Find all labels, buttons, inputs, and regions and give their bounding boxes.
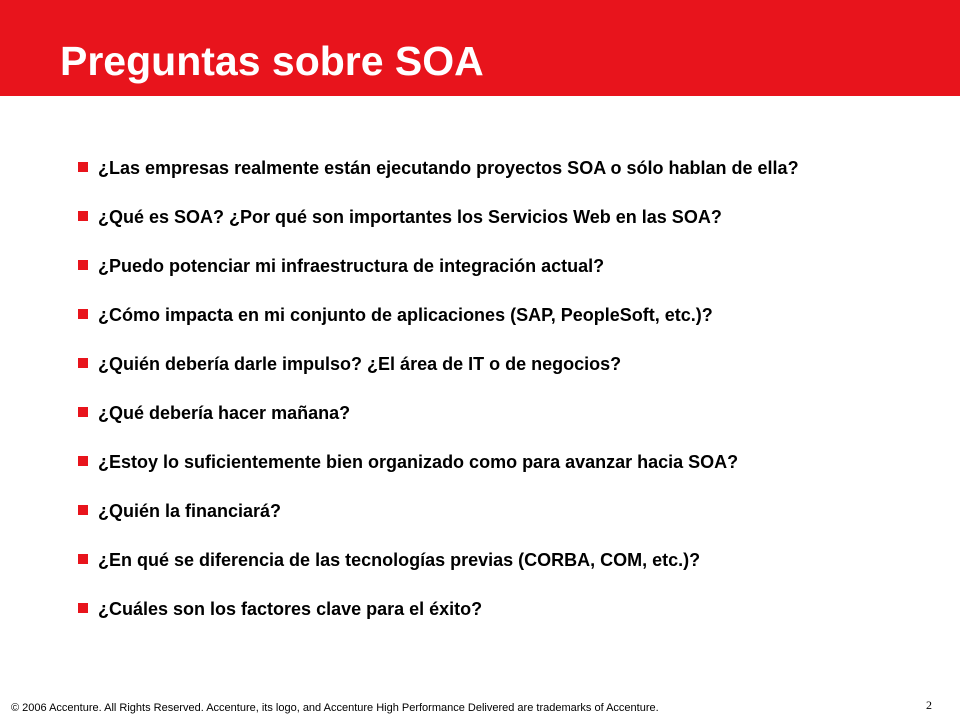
red-square-bullet-icon — [78, 162, 88, 172]
red-square-bullet-icon — [78, 407, 88, 417]
red-square-bullet-icon — [78, 358, 88, 368]
question-text: ¿Quién debería darle impulso? ¿El área de IT o de negocios? — [98, 354, 622, 374]
red-square-bullet-icon — [78, 456, 88, 466]
copyright-footer: © 2006 Accenture. All Rights Reserved. Accenture, its logo, and Accenture High Performance Delivered are trademarks of Accenture. — [11, 702, 659, 714]
list-item — [78, 438, 799, 487]
question-text: ¿Qué es SOA? ¿Por qué son importantes los Servicios Web en las SOA? — [98, 207, 722, 227]
question-text: ¿En qué se diferencia de las tecnologías previas (CORBA, COM, etc.)? — [98, 550, 701, 570]
question-text: ¿Las empresas realmente están ejecutando proyectos SOA o sólo hablan de ella? — [98, 158, 799, 178]
slide-title: Preguntas sobre SOA — [60, 38, 484, 84]
question-text: ¿Quién la financiará? — [98, 501, 282, 521]
question-text: ¿Qué debería hacer mañana? — [98, 403, 351, 423]
list-item — [78, 340, 799, 389]
list-item — [78, 291, 799, 340]
list-item — [78, 536, 799, 585]
red-square-bullet-icon — [78, 505, 88, 515]
list-item — [78, 585, 799, 634]
question-text: ¿Estoy lo suficientemente bien organizado como para avanzar hacia SOA? — [98, 452, 739, 472]
question-list — [78, 144, 799, 634]
list-item — [78, 487, 799, 536]
question-text: ¿Puedo potenciar mi infraestructura de integración actual? — [98, 256, 605, 276]
red-square-bullet-icon — [78, 554, 88, 564]
red-square-bullet-icon — [78, 309, 88, 319]
question-text: ¿Cuáles son los factores clave para el éxito? — [98, 599, 483, 619]
red-square-bullet-icon — [78, 260, 88, 270]
list-item — [78, 242, 799, 291]
list-item — [78, 389, 799, 438]
page-number: 2 — [926, 698, 932, 712]
question-text: ¿Cómo impacta en mi conjunto de aplicaciones (SAP, PeopleSoft, etc.)? — [98, 305, 713, 325]
red-square-bullet-icon — [78, 211, 88, 221]
list-item — [78, 193, 799, 242]
red-square-bullet-icon — [78, 603, 88, 613]
title-banner — [0, 0, 960, 96]
list-item — [78, 144, 799, 193]
